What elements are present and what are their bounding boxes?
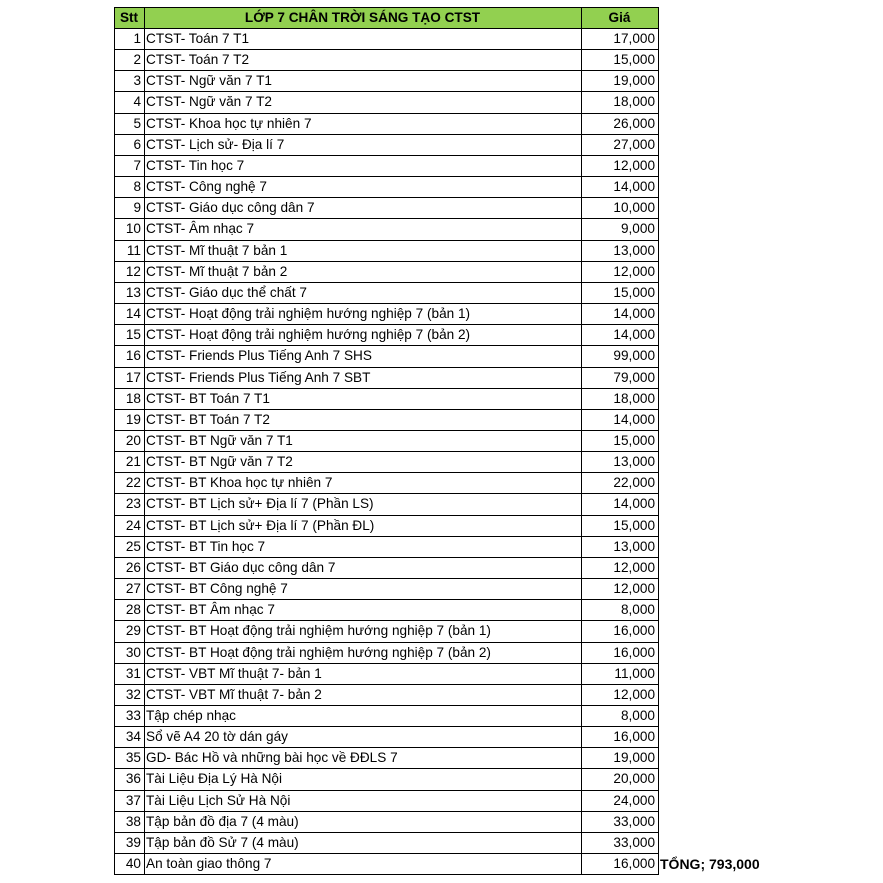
row-stt: 39 — [115, 832, 145, 853]
row-book-name: CTST- Giáo dục công dân 7 — [145, 198, 582, 219]
table-body — [115, 29, 659, 875]
row-price: 16,000 — [582, 621, 659, 642]
row-price: 8,000 — [582, 600, 659, 621]
row-price: 18,000 — [582, 388, 659, 409]
row-price: 8,000 — [582, 706, 659, 727]
row-price: 12,000 — [582, 557, 659, 578]
row-price: 19,000 — [582, 71, 659, 92]
row-price: 10,000 — [582, 198, 659, 219]
row-price: 15,000 — [582, 282, 659, 303]
table-row — [115, 430, 659, 451]
table-row — [115, 811, 659, 832]
row-stt: 24 — [115, 515, 145, 536]
row-price: 15,000 — [582, 515, 659, 536]
row-price: 14,000 — [582, 494, 659, 515]
row-stt: 40 — [115, 854, 145, 875]
table-row — [115, 92, 659, 113]
table-row — [115, 621, 659, 642]
row-price: 26,000 — [582, 113, 659, 134]
row-price: 15,000 — [582, 430, 659, 451]
row-book-name: Sổ vẽ A4 20 tờ dán gáy — [145, 727, 582, 748]
table-row — [115, 663, 659, 684]
row-price: 17,000 — [582, 29, 659, 50]
row-book-name: CTST- BT Lịch sử+ Địa lí 7 (Phần ĐL) — [145, 515, 582, 536]
row-book-name: CTST- Tin học 7 — [145, 155, 582, 176]
row-stt: 1 — [115, 29, 145, 50]
row-book-name: CTST- BT Khoa học tự nhiên 7 — [145, 473, 582, 494]
row-stt: 29 — [115, 621, 145, 642]
row-book-name: Tập bản đồ Sử 7 (4 màu) — [145, 832, 582, 853]
row-book-name: CTST- BT Toán 7 T2 — [145, 409, 582, 430]
row-stt: 3 — [115, 71, 145, 92]
row-stt: 5 — [115, 113, 145, 134]
row-book-name: CTST- VBT Mĩ thuật 7- bản 2 — [145, 684, 582, 705]
row-price: 13,000 — [582, 452, 659, 473]
header-price: Giá — [582, 8, 659, 29]
row-stt: 14 — [115, 304, 145, 325]
row-price: 99,000 — [582, 346, 659, 367]
row-price: 11,000 — [582, 663, 659, 684]
row-book-name: CTST- BT Giáo dục công dân 7 — [145, 557, 582, 578]
row-stt: 33 — [115, 706, 145, 727]
table-row — [115, 261, 659, 282]
row-price: 19,000 — [582, 748, 659, 769]
row-price: 9,000 — [582, 219, 659, 240]
row-book-name: CTST- VBT Mĩ thuật 7- bản 1 — [145, 663, 582, 684]
row-stt: 18 — [115, 388, 145, 409]
table-row — [115, 684, 659, 705]
table-row — [115, 600, 659, 621]
table-row — [115, 706, 659, 727]
row-stt: 22 — [115, 473, 145, 494]
row-stt: 30 — [115, 642, 145, 663]
row-book-name: CTST- Ngữ văn 7 T2 — [145, 92, 582, 113]
row-book-name: CTST- Công nghệ 7 — [145, 177, 582, 198]
row-price: 33,000 — [582, 811, 659, 832]
row-book-name: CTST- Khoa học tự nhiên 7 — [145, 113, 582, 134]
row-stt: 20 — [115, 430, 145, 451]
table-row — [115, 790, 659, 811]
table-row — [115, 494, 659, 515]
row-book-name: Tài Liệu Địa Lý Hà Nội — [145, 769, 582, 790]
table-row — [115, 473, 659, 494]
row-stt: 27 — [115, 579, 145, 600]
table-row — [115, 219, 659, 240]
table-row — [115, 452, 659, 473]
row-stt: 36 — [115, 769, 145, 790]
table-row — [115, 409, 659, 430]
table-row — [115, 346, 659, 367]
row-stt: 8 — [115, 177, 145, 198]
row-book-name: CTST- Toán 7 T1 — [145, 29, 582, 50]
row-stt: 38 — [115, 811, 145, 832]
header-stt: Stt — [115, 8, 145, 29]
row-price: 16,000 — [582, 642, 659, 663]
table-row — [115, 536, 659, 557]
table-row — [115, 325, 659, 346]
row-stt: 23 — [115, 494, 145, 515]
row-stt: 16 — [115, 346, 145, 367]
row-book-name: CTST- Friends Plus Tiếng Anh 7 SBT — [145, 367, 582, 388]
row-price: 14,000 — [582, 409, 659, 430]
table-row — [115, 177, 659, 198]
table-row — [115, 198, 659, 219]
row-price: 33,000 — [582, 832, 659, 853]
row-book-name: Tập bản đồ địa 7 (4 màu) — [145, 811, 582, 832]
table-row — [115, 282, 659, 303]
row-price: 20,000 — [582, 769, 659, 790]
row-stt: 4 — [115, 92, 145, 113]
row-book-name: CTST- Mĩ thuật 7 bản 1 — [145, 240, 582, 261]
row-stt: 31 — [115, 663, 145, 684]
row-book-name: CTST- Giáo dục thể chất 7 — [145, 282, 582, 303]
table-row — [115, 748, 659, 769]
table-row — [115, 388, 659, 409]
row-book-name: CTST- Ngữ văn 7 T1 — [145, 71, 582, 92]
row-stt: 25 — [115, 536, 145, 557]
row-book-name: CTST- Hoạt động trải nghiệm hướng nghiệp 7 (bản 1) — [145, 304, 582, 325]
row-price: 12,000 — [582, 261, 659, 282]
row-stt: 11 — [115, 240, 145, 261]
table-row — [115, 29, 659, 50]
table-row — [115, 854, 659, 875]
row-book-name: CTST- BT Ngữ văn 7 T2 — [145, 452, 582, 473]
table-row — [115, 642, 659, 663]
row-stt: 12 — [115, 261, 145, 282]
row-book-name: GD- Bác Hồ và những bài học về ĐĐLS 7 — [145, 748, 582, 769]
row-stt: 19 — [115, 409, 145, 430]
row-book-name: CTST- Friends Plus Tiếng Anh 7 SHS — [145, 346, 582, 367]
row-stt: 26 — [115, 557, 145, 578]
row-stt: 13 — [115, 282, 145, 303]
row-book-name: CTST- Lịch sử- Địa lí 7 — [145, 134, 582, 155]
table-row — [115, 769, 659, 790]
row-price: 13,000 — [582, 240, 659, 261]
row-book-name: CTST- Hoạt động trải nghiệm hướng nghiệp 7 (bản 2) — [145, 325, 582, 346]
row-stt: 21 — [115, 452, 145, 473]
row-book-name: CTST- BT Công nghệ 7 — [145, 579, 582, 600]
row-price: 14,000 — [582, 304, 659, 325]
table-row — [115, 113, 659, 134]
table-row — [115, 304, 659, 325]
price-sheet — [114, 7, 659, 875]
row-book-name: CTST- Mĩ thuật 7 bản 2 — [145, 261, 582, 282]
row-book-name: CTST- Âm nhạc 7 — [145, 219, 582, 240]
row-price: 13,000 — [582, 536, 659, 557]
row-price: 12,000 — [582, 684, 659, 705]
row-stt: 15 — [115, 325, 145, 346]
total-label: TỔNG; 793,000 — [660, 856, 760, 872]
row-price: 27,000 — [582, 134, 659, 155]
table-row — [115, 155, 659, 176]
row-book-name: Tài Liệu Lịch Sử Hà Nội — [145, 790, 582, 811]
table-row — [115, 134, 659, 155]
row-price: 12,000 — [582, 579, 659, 600]
row-stt: 7 — [115, 155, 145, 176]
row-price: 14,000 — [582, 177, 659, 198]
row-stt: 32 — [115, 684, 145, 705]
row-book-name: CTST- BT Toán 7 T1 — [145, 388, 582, 409]
row-price: 22,000 — [582, 473, 659, 494]
row-book-name: CTST- BT Ngữ văn 7 T1 — [145, 430, 582, 451]
table-row — [115, 515, 659, 536]
row-price: 16,000 — [582, 854, 659, 875]
row-price: 18,000 — [582, 92, 659, 113]
table-row — [115, 832, 659, 853]
row-price: 14,000 — [582, 325, 659, 346]
row-book-name: Tập chép nhạc — [145, 706, 582, 727]
row-book-name: CTST- BT Âm nhạc 7 — [145, 600, 582, 621]
row-book-name: CTST- BT Hoạt động trải nghiệm hướng nghiệp 7 (bản 2) — [145, 642, 582, 663]
table-row — [115, 71, 659, 92]
book-price-table — [114, 7, 659, 875]
row-book-name: CTST- BT Hoạt động trải nghiệm hướng nghiệp 7 (bản 1) — [145, 621, 582, 642]
row-book-name: CTST- BT Tin học 7 — [145, 536, 582, 557]
row-stt: 37 — [115, 790, 145, 811]
table-row — [115, 367, 659, 388]
table-row — [115, 557, 659, 578]
row-stt: 6 — [115, 134, 145, 155]
row-stt: 17 — [115, 367, 145, 388]
row-stt: 9 — [115, 198, 145, 219]
row-price: 15,000 — [582, 50, 659, 71]
row-price: 24,000 — [582, 790, 659, 811]
row-stt: 28 — [115, 600, 145, 621]
table-row — [115, 579, 659, 600]
row-stt: 35 — [115, 748, 145, 769]
header-title: LỚP 7 CHÂN TRỜI SÁNG TẠO CTST — [145, 8, 582, 29]
row-book-name: An toàn giao thông 7 — [145, 854, 582, 875]
table-row — [115, 240, 659, 261]
header-row — [115, 8, 659, 29]
row-stt: 10 — [115, 219, 145, 240]
row-price: 12,000 — [582, 155, 659, 176]
row-price: 16,000 — [582, 727, 659, 748]
row-stt: 2 — [115, 50, 145, 71]
table-row — [115, 50, 659, 71]
row-stt: 34 — [115, 727, 145, 748]
table-row — [115, 727, 659, 748]
row-price: 79,000 — [582, 367, 659, 388]
row-book-name: CTST- BT Lịch sử+ Địa lí 7 (Phần LS) — [145, 494, 582, 515]
row-book-name: CTST- Toán 7 T2 — [145, 50, 582, 71]
